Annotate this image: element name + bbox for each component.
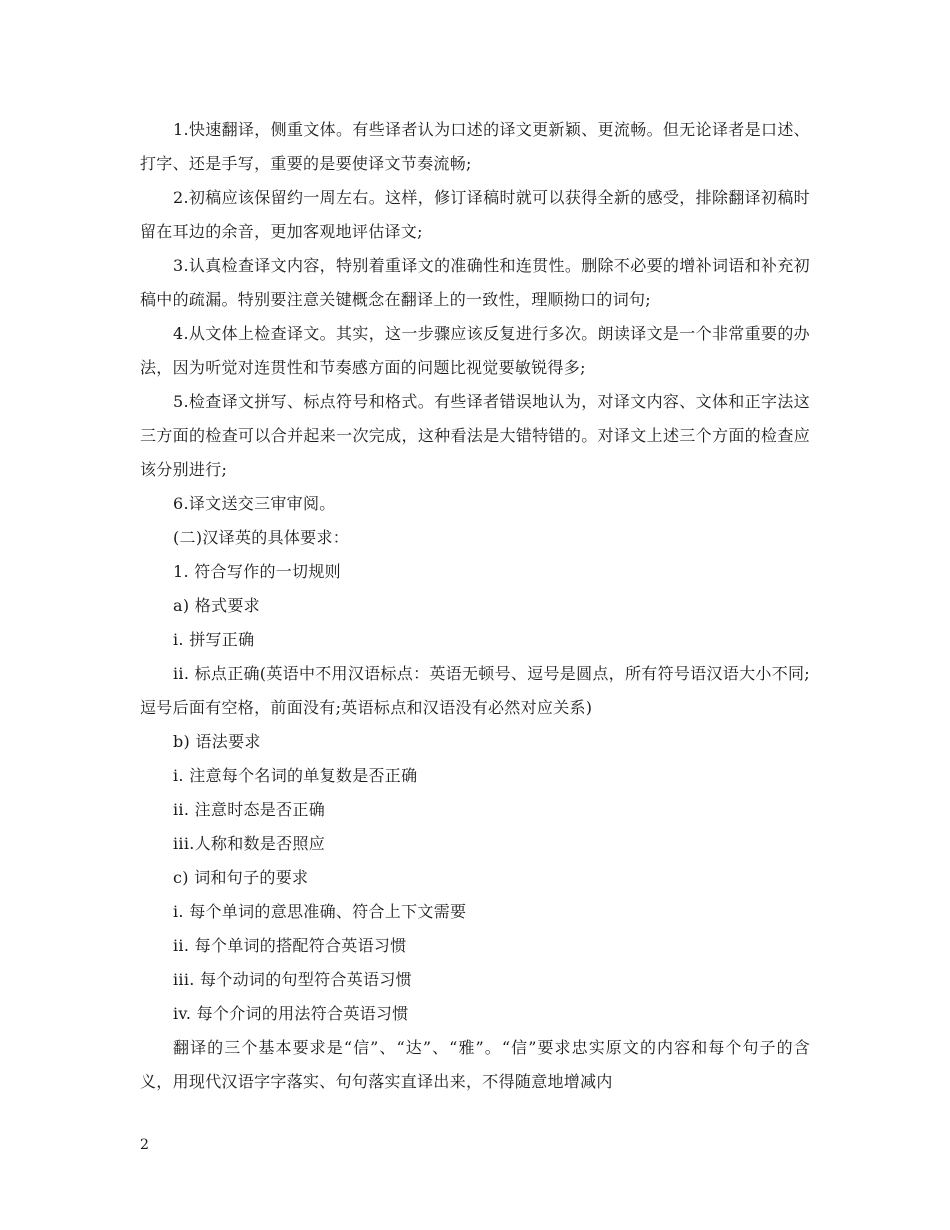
page-number: 2 [140, 1137, 149, 1153]
list-item: 1. 符合写作的一切规则 [173, 562, 341, 581]
list-item: c) 词和句子的要求 [173, 868, 309, 887]
list-item: i. 拼写正确 [173, 630, 255, 649]
list-item: a) 格式要求 [173, 596, 260, 615]
list-item: i. 每个单词的意思准确、符合上下文需要 [173, 902, 467, 921]
section-heading: (二)汉译英的具体要求： [173, 528, 350, 547]
list-item: b) 语法要求 [173, 732, 261, 751]
list-item: iii.人称和数是否照应 [173, 834, 326, 853]
paragraph: 4.从文体上检查译文。其实，这一步骤应该反复进行多次。朗读译文是一个非常重要的办法，因为听觉对连贯性和节奏感方面的问题比视觉要敏锐得多; [140, 324, 810, 377]
list-item: ii. 注意时态是否正确 [173, 800, 326, 819]
paragraph: 5.检查译文拼写、标点符号和格式。有些译者错误地认为，对译文内容、文体和正字法这三方面的检查可以合并起来一次完成，这种看法是大错特错的。对译文上述三个方面的检查应该分别进行; [140, 392, 810, 479]
paragraph: 3.认真检查译文内容，特别着重译文的准确性和连贯性。删除不必要的增补词语和补充初稿中的疏漏。特别要注意关键概念在翻译上的一致性，理顺拗口的词句; [140, 256, 810, 309]
paragraph: 2.初稿应该保留约一周左右。这样，修订译稿时就可以获得全新的感受，排除翻译初稿时留在耳边的余音，更加客观地评估译文; [140, 188, 810, 241]
list-item: i. 注意每个名词的单复数是否正确 [173, 766, 418, 785]
list-item: ii. 标点正确(英语中不用汉语标点：英语无顿号、逗号是圆点，所有符号语汉语大小不同;逗号后面有空格，前面没有;英语标点和汉语没有必然对应关系) [140, 664, 810, 717]
paragraph: 翻译的三个基本要求是“信”、“达”、“雅”。“信”要求忠实原文的内容和每个句子的含义，用现代汉语字字落实、句句落实直译出来，不得随意地增减内 [140, 1038, 810, 1091]
document-body [140, 113, 810, 1099]
paragraph: 6.译文送交三审审阅。 [173, 494, 336, 513]
list-item: iv. 每个介词的用法符合英语习惯 [173, 1004, 409, 1023]
list-item: ii. 每个单词的搭配符合英语习惯 [173, 936, 407, 955]
paragraph: 1.快速翻译，侧重文体。有些译者认为口述的译文更新颖、更流畅。但无论译者是口述、打字、还是手写，重要的是要使译文节奏流畅; [140, 120, 810, 173]
list-item: iii. 每个动词的句型符合英语习惯 [173, 970, 412, 989]
